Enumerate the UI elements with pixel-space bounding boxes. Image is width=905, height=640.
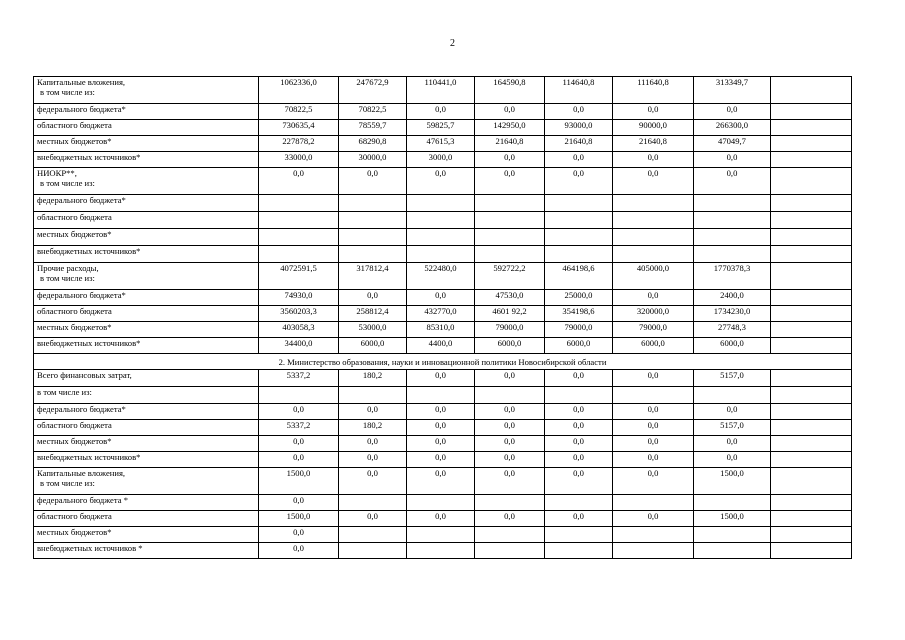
value-cell: 0,0 [407, 420, 475, 436]
value-cell: 320000,0 [613, 306, 694, 322]
value-cell [771, 387, 852, 404]
value-cell [771, 468, 852, 495]
value-cell [694, 543, 771, 559]
value-cell: 0,0 [339, 468, 407, 495]
value-cell [545, 387, 613, 404]
row-label-line: внебюджетных источников* [37, 152, 141, 162]
value-cell: 0,0 [475, 420, 545, 436]
row-label-line: в том числе из: [40, 478, 95, 488]
value-cell [771, 370, 852, 387]
row-label-line: местных бюджетов* [37, 136, 112, 146]
value-cell: 0,0 [613, 420, 694, 436]
table-row [34, 246, 852, 263]
value-cell: 522480,0 [407, 263, 475, 290]
value-cell: 266300,0 [694, 120, 771, 136]
row-label-line: областного бюджета [37, 511, 112, 521]
value-cell [771, 420, 852, 436]
value-cell: 33000,0 [259, 152, 339, 168]
row-label-line: в том числе из: [40, 87, 95, 97]
value-cell: 0,0 [475, 436, 545, 452]
value-cell: 317812,4 [339, 263, 407, 290]
value-cell [339, 527, 407, 543]
table-row [34, 420, 852, 436]
value-cell [771, 306, 852, 322]
value-cell: 0,0 [475, 404, 545, 420]
value-cell: 730635,4 [259, 120, 339, 136]
value-cell [339, 246, 407, 263]
value-cell: 2400,0 [694, 290, 771, 306]
value-cell [613, 212, 694, 229]
row-label [34, 168, 259, 195]
value-cell [407, 212, 475, 229]
value-cell: 0,0 [545, 436, 613, 452]
value-cell: 79000,0 [545, 322, 613, 338]
row-label [34, 77, 259, 104]
value-cell: 34400,0 [259, 338, 339, 354]
value-cell: 6000,0 [475, 338, 545, 354]
row-label-line: в том числе из: [40, 273, 95, 283]
row-label-line: местных бюджетов* [37, 322, 112, 332]
value-cell: 47530,0 [475, 290, 545, 306]
row-label-line: внебюджетных источников* [37, 338, 141, 348]
value-cell: 0,0 [407, 168, 475, 195]
value-cell [771, 120, 852, 136]
value-cell: 0,0 [339, 168, 407, 195]
table-row [34, 306, 852, 322]
value-cell: 110441,0 [407, 77, 475, 104]
value-cell: 47615,3 [407, 136, 475, 152]
row-label [34, 306, 259, 322]
value-cell [771, 511, 852, 527]
row-label [34, 543, 259, 559]
value-cell: 93000,0 [545, 120, 613, 136]
value-cell: 21640,8 [545, 136, 613, 152]
value-cell: 0,0 [694, 168, 771, 195]
value-cell [694, 246, 771, 263]
value-cell [407, 387, 475, 404]
value-cell: 0,0 [613, 468, 694, 495]
table-row [34, 452, 852, 468]
table-row [34, 77, 852, 104]
value-cell [613, 195, 694, 212]
table-row [34, 527, 852, 543]
row-label-line: федерального бюджета* [37, 404, 126, 414]
row-label-line: федерального бюджета* [37, 290, 126, 300]
value-cell [545, 527, 613, 543]
section-header-row [34, 354, 852, 370]
value-cell: 4601 92,2 [475, 306, 545, 322]
value-cell [613, 527, 694, 543]
value-cell [475, 527, 545, 543]
value-cell: 0,0 [545, 452, 613, 468]
row-label [34, 527, 259, 543]
table-row [34, 104, 852, 120]
value-cell [339, 495, 407, 511]
value-cell [407, 246, 475, 263]
value-cell [475, 543, 545, 559]
page-number: 2 [450, 38, 455, 49]
row-label-line: местных бюджетов* [37, 527, 112, 537]
value-cell: 0,0 [339, 511, 407, 527]
value-cell: 0,0 [407, 468, 475, 495]
value-cell [613, 387, 694, 404]
value-cell: 1500,0 [694, 468, 771, 495]
value-cell: 354198,6 [545, 306, 613, 322]
table-row [34, 168, 852, 195]
value-cell: 0,0 [613, 452, 694, 468]
value-cell: 0,0 [259, 452, 339, 468]
value-cell: 90000,0 [613, 120, 694, 136]
row-label-line: НИОКР**, [37, 168, 77, 178]
value-cell [475, 495, 545, 511]
row-label [34, 246, 259, 263]
value-cell: 0,0 [259, 495, 339, 511]
value-cell: 0,0 [694, 104, 771, 120]
value-cell [771, 263, 852, 290]
value-cell [475, 212, 545, 229]
value-cell: 1500,0 [694, 511, 771, 527]
row-label [34, 229, 259, 246]
value-cell: 25000,0 [545, 290, 613, 306]
value-cell [613, 543, 694, 559]
value-cell [771, 152, 852, 168]
value-cell: 68290,8 [339, 136, 407, 152]
row-label-line: Прочие расходы, [37, 263, 99, 273]
row-label-line: внебюджетных источников* [37, 246, 141, 256]
value-cell: 30000,0 [339, 152, 407, 168]
value-cell [259, 195, 339, 212]
value-cell: 5157,0 [694, 420, 771, 436]
value-cell: 0,0 [339, 452, 407, 468]
row-label [34, 338, 259, 354]
value-cell [771, 246, 852, 263]
value-cell: 0,0 [545, 404, 613, 420]
value-cell: 0,0 [407, 370, 475, 387]
value-cell: 1734230,0 [694, 306, 771, 322]
row-label [34, 511, 259, 527]
value-cell: 0,0 [613, 290, 694, 306]
value-cell [694, 527, 771, 543]
value-cell: 464198,6 [545, 263, 613, 290]
value-cell: 6000,0 [545, 338, 613, 354]
value-cell: 0,0 [475, 468, 545, 495]
value-cell [771, 322, 852, 338]
value-cell: 142950,0 [475, 120, 545, 136]
table-row [34, 468, 852, 495]
value-cell: 0,0 [545, 420, 613, 436]
value-cell: 0,0 [339, 404, 407, 420]
value-cell: 5157,0 [694, 370, 771, 387]
row-label [34, 263, 259, 290]
value-cell: 1062336,0 [259, 77, 339, 104]
value-cell: 0,0 [407, 452, 475, 468]
value-cell [771, 104, 852, 120]
table-row [34, 120, 852, 136]
value-cell [407, 495, 475, 511]
table-row [34, 212, 852, 229]
value-cell [339, 229, 407, 246]
value-cell: 1770378,3 [694, 263, 771, 290]
value-cell: 180,2 [339, 370, 407, 387]
row-label-line: местных бюджетов* [37, 229, 112, 239]
value-cell [613, 229, 694, 246]
value-cell: 0,0 [259, 168, 339, 195]
value-cell [771, 290, 852, 306]
row-label-line: Всего финансовых затрат, [37, 370, 132, 380]
value-cell [771, 136, 852, 152]
value-cell: 0,0 [407, 104, 475, 120]
value-cell [339, 212, 407, 229]
value-cell: 0,0 [613, 152, 694, 168]
value-cell: 0,0 [339, 436, 407, 452]
value-cell [259, 387, 339, 404]
row-label-line: Капитальные вложения, [37, 77, 126, 87]
value-cell: 0,0 [475, 452, 545, 468]
row-label-line: внебюджетных источников * [37, 543, 143, 553]
row-label-line: в том числе из: [37, 387, 92, 397]
value-cell: 0,0 [545, 168, 613, 195]
row-label [34, 290, 259, 306]
value-cell: 592722,2 [475, 263, 545, 290]
value-cell: 0,0 [407, 511, 475, 527]
value-cell: 0,0 [613, 404, 694, 420]
row-label [34, 370, 259, 387]
value-cell [339, 387, 407, 404]
value-cell [407, 195, 475, 212]
value-cell: 0,0 [259, 436, 339, 452]
table-row [34, 229, 852, 246]
table-body [34, 77, 852, 559]
value-cell [259, 246, 339, 263]
row-label-line: областного бюджета [37, 120, 112, 130]
value-cell: 0,0 [545, 104, 613, 120]
value-cell: 1500,0 [259, 468, 339, 495]
value-cell: 405000,0 [613, 263, 694, 290]
value-cell [545, 543, 613, 559]
value-cell: 0,0 [407, 290, 475, 306]
row-label-line: федерального бюджета* [37, 104, 126, 114]
value-cell [407, 527, 475, 543]
value-cell: 164590,8 [475, 77, 545, 104]
row-label [34, 452, 259, 468]
value-cell: 0,0 [339, 290, 407, 306]
value-cell [339, 195, 407, 212]
table-row [34, 263, 852, 290]
value-cell: 0,0 [694, 152, 771, 168]
section-title: 2. Министерство образования, науки и инновационной политики Новосибирской области [34, 354, 852, 370]
value-cell [259, 229, 339, 246]
value-cell [771, 168, 852, 195]
value-cell: 180,2 [339, 420, 407, 436]
value-cell: 0,0 [475, 511, 545, 527]
row-label [34, 404, 259, 420]
value-cell: 0,0 [475, 370, 545, 387]
value-cell: 74930,0 [259, 290, 339, 306]
table-row [34, 338, 852, 354]
value-cell: 53000,0 [339, 322, 407, 338]
table-row [34, 511, 852, 527]
value-cell [771, 195, 852, 212]
value-cell: 0,0 [613, 436, 694, 452]
value-cell: 0,0 [475, 104, 545, 120]
value-cell [771, 229, 852, 246]
row-label-line: областного бюджета [37, 420, 112, 430]
value-cell: 4400,0 [407, 338, 475, 354]
value-cell [694, 212, 771, 229]
value-cell [475, 229, 545, 246]
table-row [34, 290, 852, 306]
value-cell [545, 212, 613, 229]
value-cell: 79000,0 [613, 322, 694, 338]
row-label [34, 495, 259, 511]
value-cell [545, 229, 613, 246]
value-cell: 432770,0 [407, 306, 475, 322]
value-cell [694, 495, 771, 511]
table-row [34, 495, 852, 511]
value-cell: 403058,3 [259, 322, 339, 338]
value-cell: 258812,4 [339, 306, 407, 322]
value-cell: 70822,5 [339, 104, 407, 120]
table-row [34, 543, 852, 559]
table-row [34, 404, 852, 420]
value-cell [407, 543, 475, 559]
row-label [34, 120, 259, 136]
value-cell [545, 195, 613, 212]
value-cell: 3560203,3 [259, 306, 339, 322]
value-cell: 0,0 [694, 436, 771, 452]
value-cell [771, 527, 852, 543]
row-label [34, 212, 259, 229]
value-cell [771, 404, 852, 420]
table-row [34, 370, 852, 387]
value-cell [771, 543, 852, 559]
row-label-line: областного бюджета [37, 306, 112, 316]
table-row [34, 152, 852, 168]
value-cell: 59825,7 [407, 120, 475, 136]
value-cell [694, 195, 771, 212]
row-label-line: федерального бюджета * [37, 495, 128, 505]
value-cell: 0,0 [613, 370, 694, 387]
value-cell: 0,0 [407, 436, 475, 452]
value-cell [475, 246, 545, 263]
value-cell: 0,0 [545, 370, 613, 387]
value-cell [475, 195, 545, 212]
row-label [34, 152, 259, 168]
value-cell: 0,0 [407, 404, 475, 420]
value-cell: 247672,9 [339, 77, 407, 104]
row-label [34, 136, 259, 152]
value-cell: 0,0 [259, 543, 339, 559]
value-cell: 4072591,5 [259, 263, 339, 290]
value-cell: 6000,0 [339, 338, 407, 354]
value-cell: 0,0 [613, 168, 694, 195]
table-row [34, 136, 852, 152]
value-cell: 0,0 [545, 468, 613, 495]
value-cell: 47049,7 [694, 136, 771, 152]
value-cell: 0,0 [613, 104, 694, 120]
value-cell: 114640,8 [545, 77, 613, 104]
row-label [34, 322, 259, 338]
value-cell: 0,0 [613, 511, 694, 527]
value-cell [771, 212, 852, 229]
value-cell: 0,0 [694, 404, 771, 420]
value-cell [613, 246, 694, 263]
value-cell: 6000,0 [613, 338, 694, 354]
value-cell: 1500,0 [259, 511, 339, 527]
value-cell: 0,0 [545, 152, 613, 168]
value-cell [694, 229, 771, 246]
value-cell: 27748,3 [694, 322, 771, 338]
row-label-line: федерального бюджета* [37, 195, 126, 205]
value-cell: 227878,2 [259, 136, 339, 152]
value-cell: 5337,2 [259, 370, 339, 387]
value-cell: 313349,7 [694, 77, 771, 104]
value-cell [694, 387, 771, 404]
table-row [34, 195, 852, 212]
row-label [34, 468, 259, 495]
value-cell [771, 452, 852, 468]
value-cell [339, 543, 407, 559]
row-label [34, 436, 259, 452]
value-cell [545, 495, 613, 511]
value-cell: 6000,0 [694, 338, 771, 354]
row-label-line: внебюджетных источников* [37, 452, 141, 462]
value-cell: 111640,8 [613, 77, 694, 104]
value-cell: 0,0 [545, 511, 613, 527]
value-cell: 85310,0 [407, 322, 475, 338]
value-cell [771, 77, 852, 104]
value-cell: 0,0 [475, 168, 545, 195]
row-label-line: областного бюджета [37, 212, 112, 222]
row-label-line: Капитальные вложения, [37, 468, 126, 478]
value-cell: 0,0 [475, 152, 545, 168]
value-cell: 79000,0 [475, 322, 545, 338]
row-label-line: местных бюджетов* [37, 436, 112, 446]
value-cell: 21640,8 [613, 136, 694, 152]
value-cell [771, 338, 852, 354]
value-cell [771, 495, 852, 511]
table-row [34, 322, 852, 338]
value-cell: 78559,7 [339, 120, 407, 136]
value-cell: 5337,2 [259, 420, 339, 436]
table-row [34, 387, 852, 404]
row-label [34, 104, 259, 120]
value-cell: 0,0 [259, 404, 339, 420]
value-cell [475, 387, 545, 404]
row-label [34, 387, 259, 404]
value-cell: 70822,5 [259, 104, 339, 120]
row-label-line: в том числе из: [40, 178, 95, 188]
value-cell: 0,0 [259, 527, 339, 543]
table-row [34, 436, 852, 452]
value-cell [771, 436, 852, 452]
value-cell [407, 229, 475, 246]
value-cell: 0,0 [694, 452, 771, 468]
value-cell [545, 246, 613, 263]
value-cell: 21640,8 [475, 136, 545, 152]
budget-table [33, 76, 852, 559]
value-cell: 3000,0 [407, 152, 475, 168]
value-cell [259, 212, 339, 229]
value-cell [613, 495, 694, 511]
row-label [34, 420, 259, 436]
row-label [34, 195, 259, 212]
